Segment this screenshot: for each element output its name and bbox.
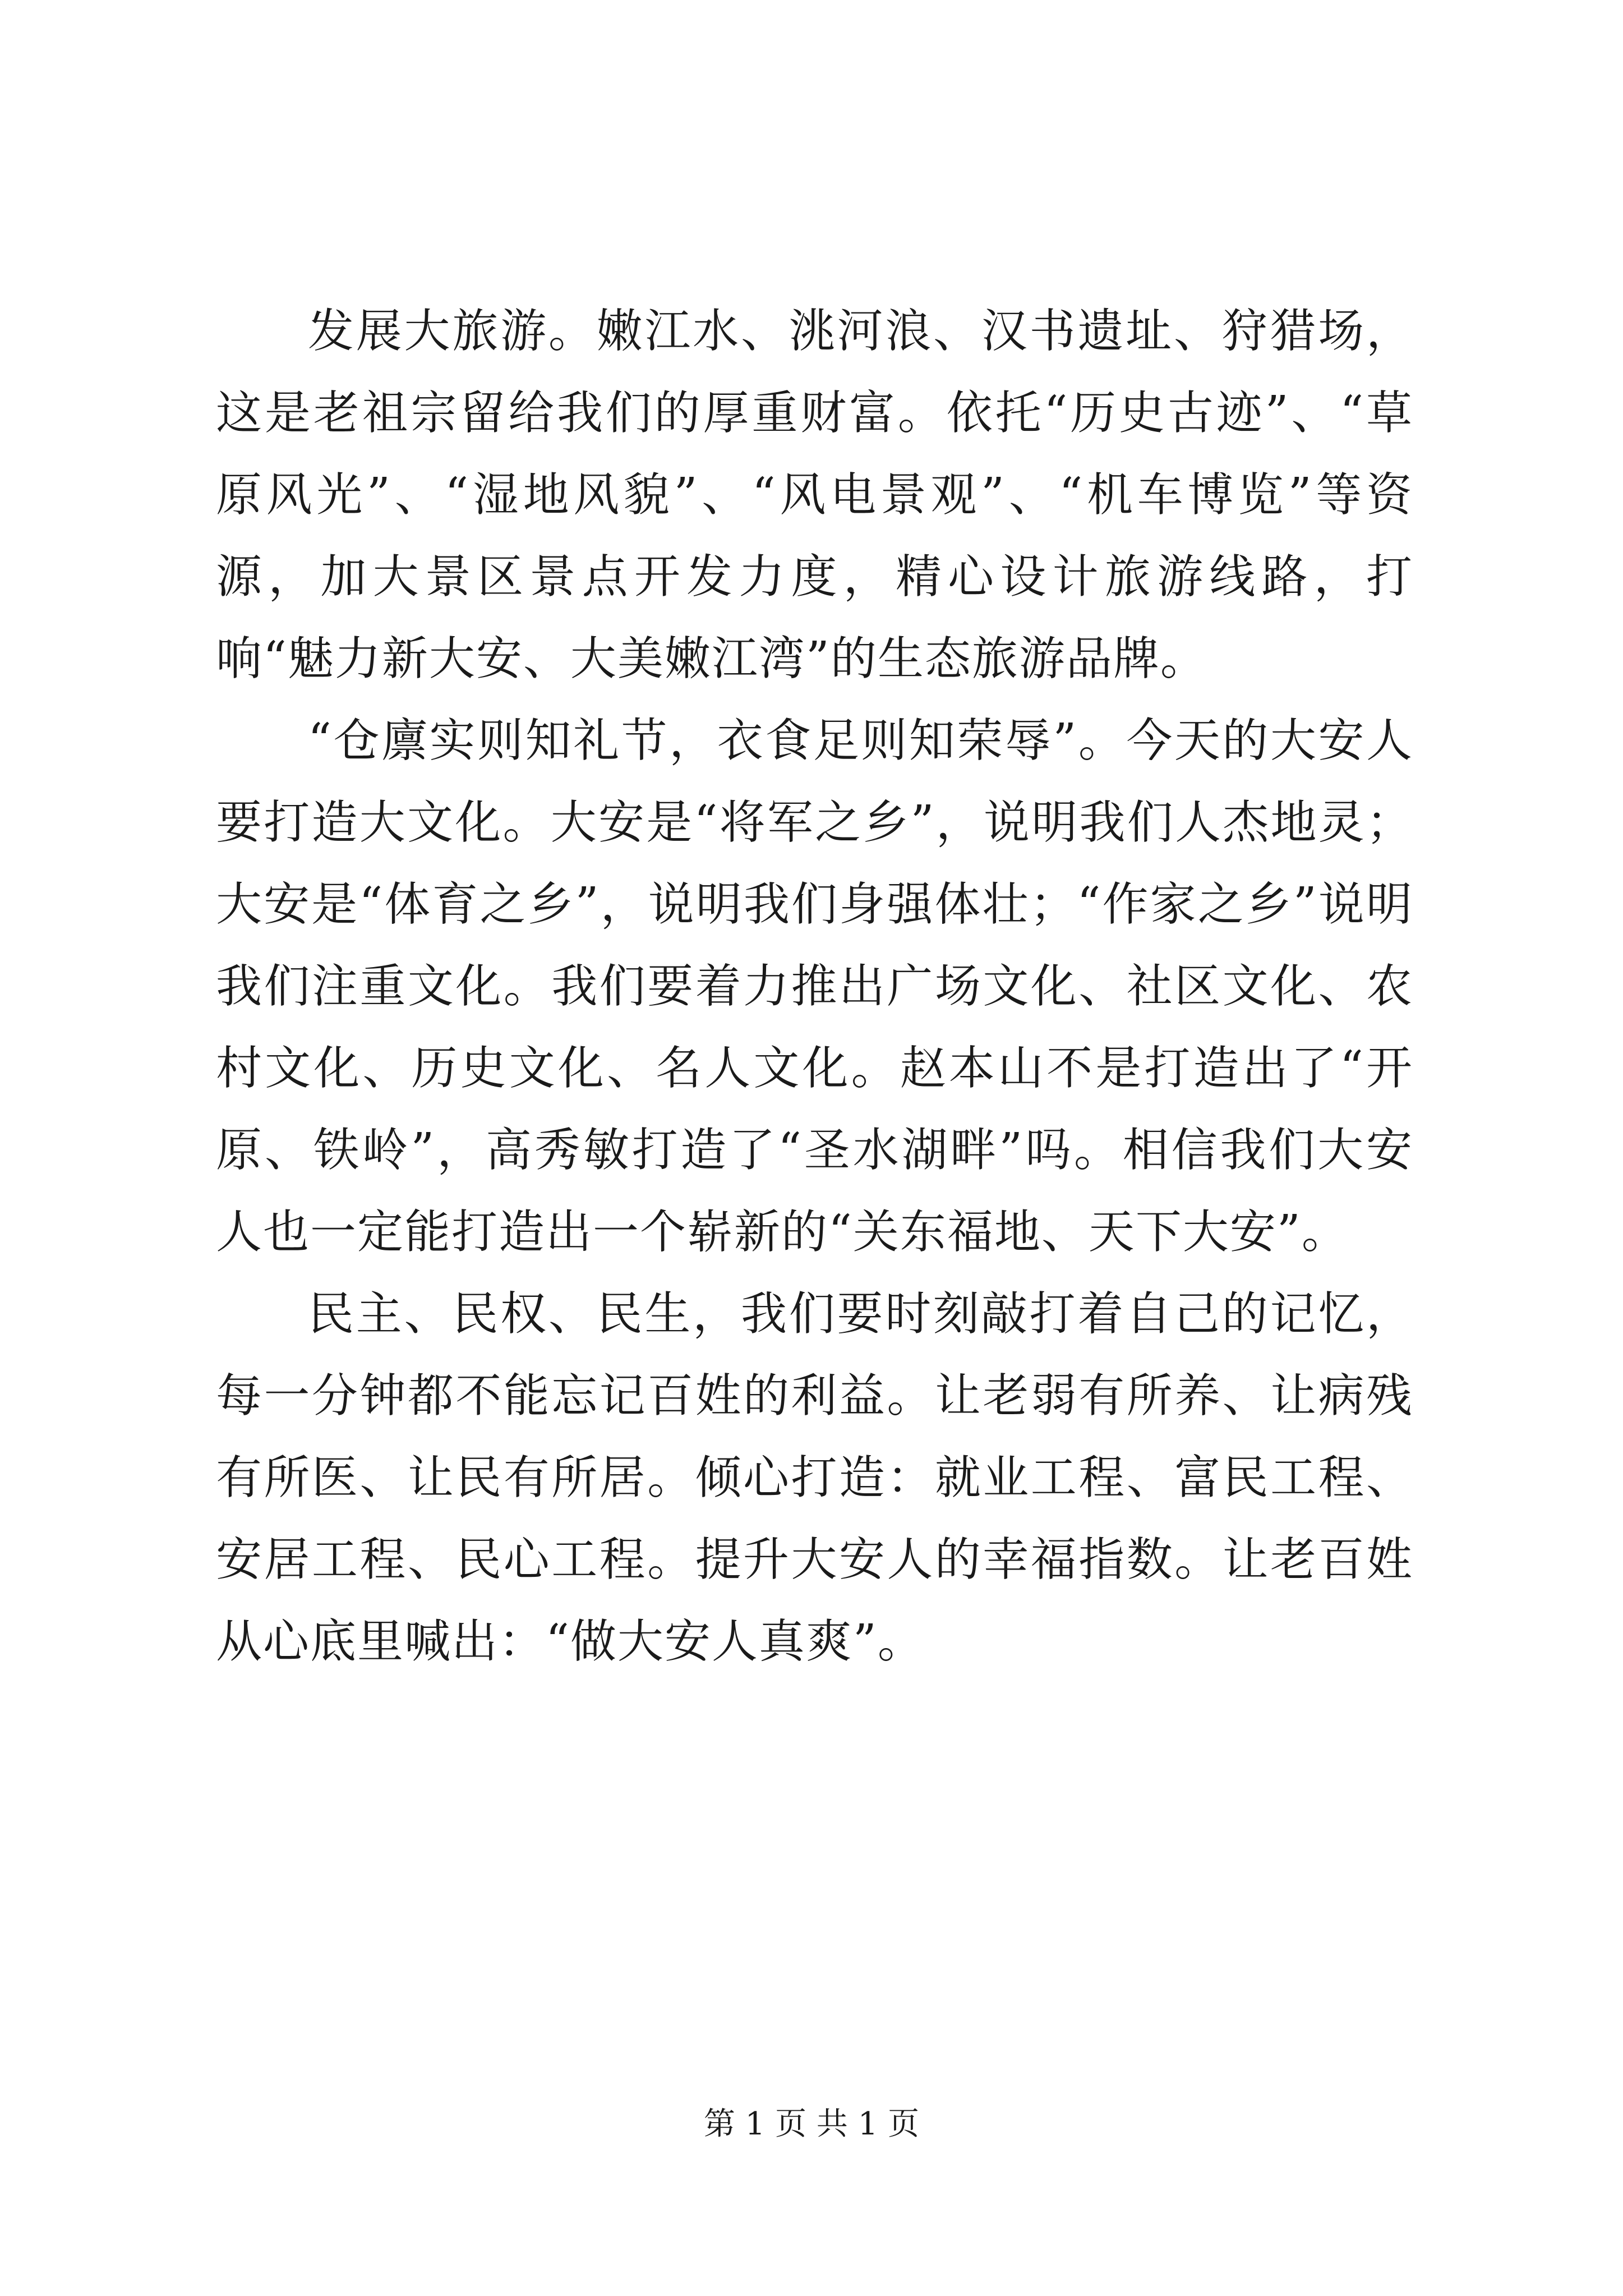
paragraph-livelihood: 民主、民权、民生，我们要时刻敲打着自己的记忆，每一分钟都不能忘记百姓的利益。让老弱有所养、让病残有所医、让民有所居。倾心打造：就业工程、富民工程、安居工程、民心工程。提升大安人的幸福指数。让老百姓从心底里喊出：“做大安人真爽”。	[216, 1287, 1413, 1668]
page-footer	[0, 2099, 1623, 2144]
document-body	[216, 291, 1413, 1683]
paragraph-tourism: 发展大旅游。嫩江水、洮河浪、汉书遗址、狩猎场，这是老祖宗留给我们的厚重财富。依托“历史古迹”、“草原风光”、“湿地风貌”、“风电景观”、“机车博览”等资源，加大景区景点开发力度，精心设计旅游线路，打响“魅力新大安、大美嫩江湾”的生态旅游品牌。	[216, 305, 1413, 685]
page-number-label: 第 1 页 共 1 页	[703, 2106, 920, 2142]
paragraph-culture: “仓廪实则知礼节，衣食足则知荣辱”。今天的大安人要打造大文化。大安是“将军之乡”，说明我们人杰地灵；大安是“体育之乡”，说明我们身强体壮；“作家之乡”说明我们注重文化。我们要着力推出广场文化、社区文化、农村文化、历史文化、名人文化。赵本山不是打造出了“开原、铁岭”，高秀敏打造了“圣水湖畔”吗。相信我们大安人也一定能打造出一个崭新的“关东福地、天下大安”。	[216, 714, 1413, 1259]
